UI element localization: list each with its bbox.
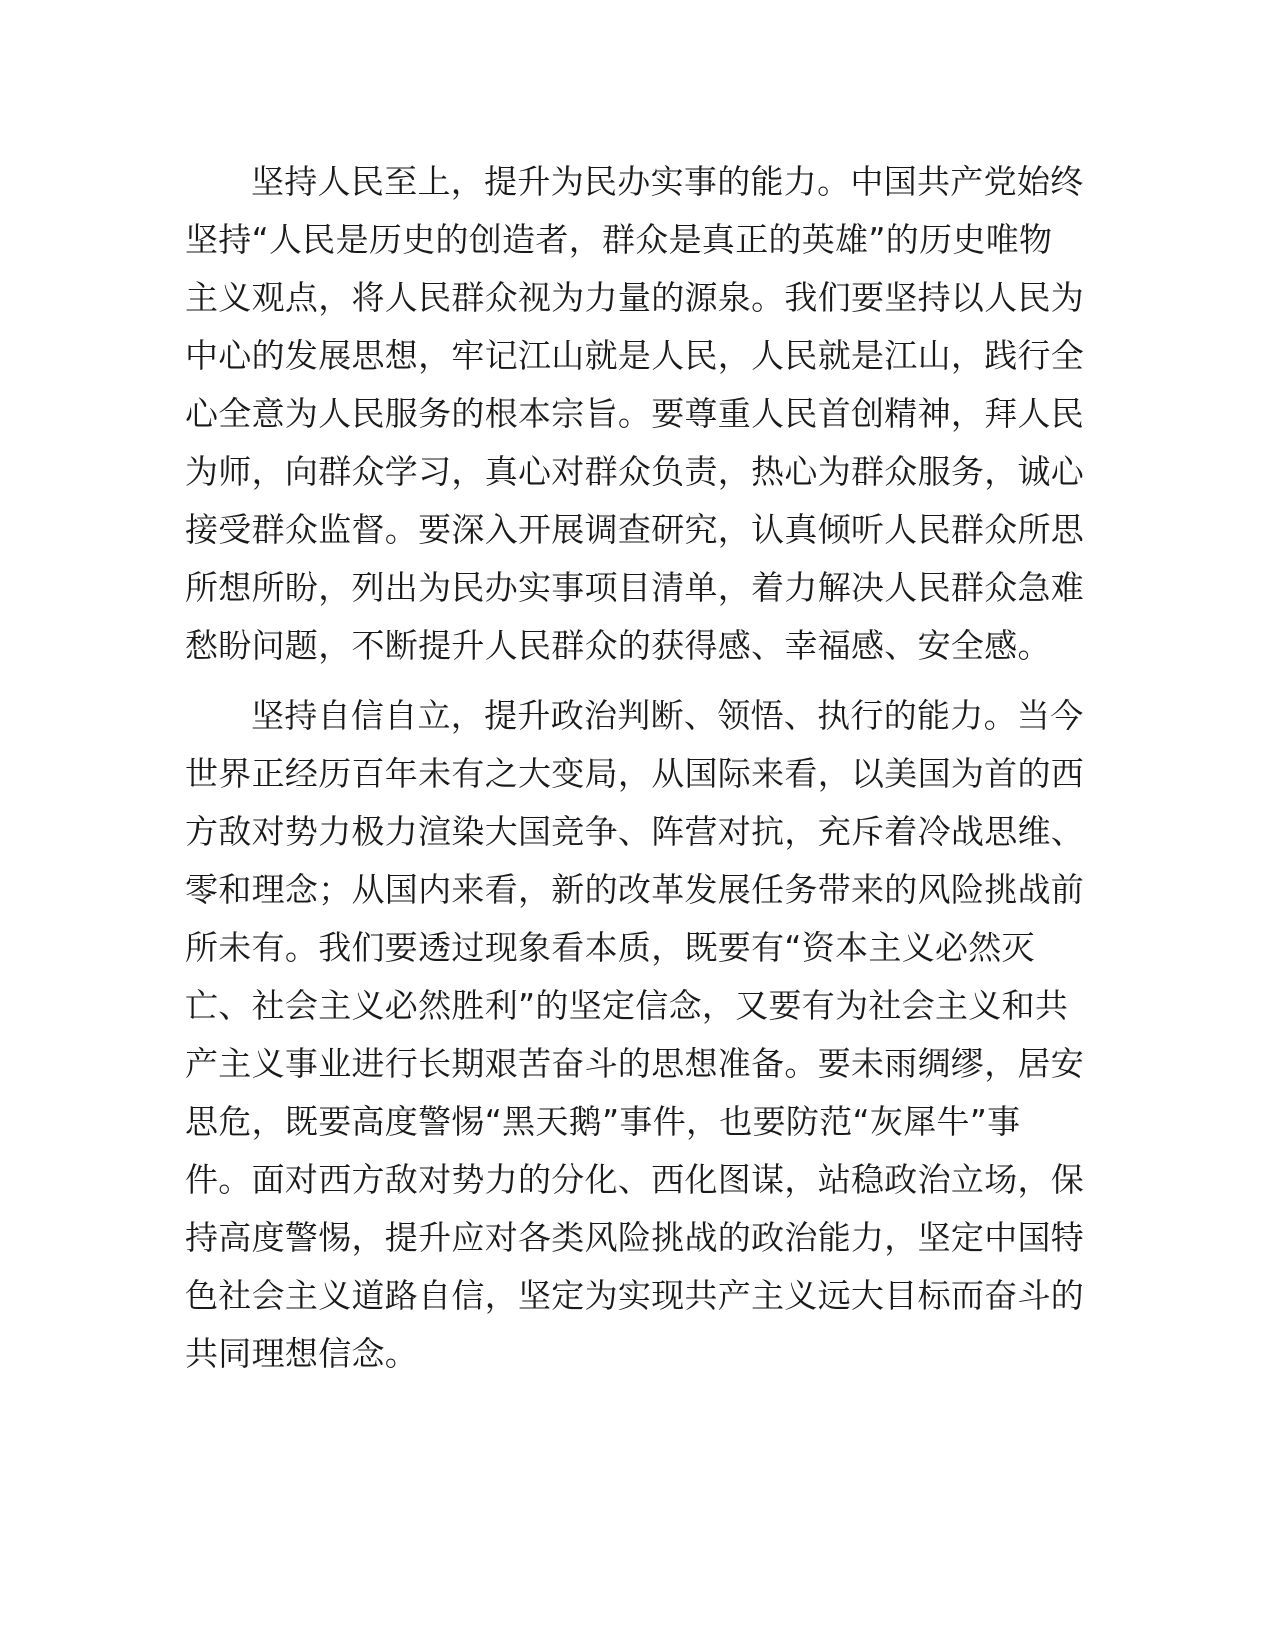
text-line: 所未有。我们要透过现象看本质，既要有“资本主义必然灭: [185, 928, 1035, 967]
text-line: 愁盼问题，不断提升人民群众的获得感、幸福感、安全感。: [185, 626, 1051, 665]
paragraph-1: [185, 153, 1085, 675]
text-line: 世界正经历百年未有之大变局，从国际来看，以美国为首的西: [185, 754, 1085, 793]
paragraph-2: [185, 687, 1085, 1383]
text-line: 零和理念；从国内来看，新的改革发展任务带来的风险挑战前: [185, 870, 1085, 909]
text-line: 产主义事业进行长期艰苦奋斗的思想准备。要未雨绸缪，居安: [185, 1044, 1085, 1083]
text-line: 持高度警惕，提升应对各类风险挑战的政治能力，坚定中国特: [185, 1218, 1085, 1257]
text-line: 中心的发展思想，牢记江山就是人民，人民就是江山，践行全: [185, 336, 1085, 375]
text-line: 坚持自信自立，提升政治判断、领悟、执行的能力。当今: [251, 696, 1084, 735]
document-body: [185, 153, 1085, 1383]
text-line: 所想所盼，列出为民办实事项目清单，着力解决人民群众急难: [185, 568, 1085, 607]
text-line: 坚持人民至上，提升为民办实事的能力。中国共产党始终: [251, 162, 1084, 201]
text-line: 色社会主义道路自信，坚定为实现共产主义远大目标而奋斗的: [185, 1276, 1085, 1315]
text-line: 亡、社会主义必然胜利”的坚定信念，又要有为社会主义和共: [185, 986, 1069, 1025]
text-line: 思危，既要高度警惕“黑天鹅”事件，也要防范“灰犀牛”事: [185, 1102, 1021, 1141]
text-line: 接受群众监督。要深入开展调查研究，认真倾听人民群众所思: [185, 510, 1085, 549]
text-line: 共同理想信念。: [185, 1334, 419, 1373]
text-line: 主义观点，将人民群众视为力量的源泉。我们要坚持以人民为: [185, 278, 1085, 317]
text-line: 方敌对势力极力渲染大国竞争、阵营对抗，充斥着冷战思维、: [185, 812, 1085, 851]
text-line: 为师，向群众学习，真心对群众负责，热心为群众服务，诚心: [185, 452, 1085, 491]
text-line: 坚持“人民是历史的创造者，群众是真正的英雄”的历史唯物: [185, 220, 1053, 259]
text-line: 件。面对西方敌对势力的分化、西化图谋，站稳政治立场，保: [185, 1160, 1085, 1199]
text-line: 心全意为人民服务的根本宗旨。要尊重人民首创精神，拜人民: [185, 394, 1085, 433]
